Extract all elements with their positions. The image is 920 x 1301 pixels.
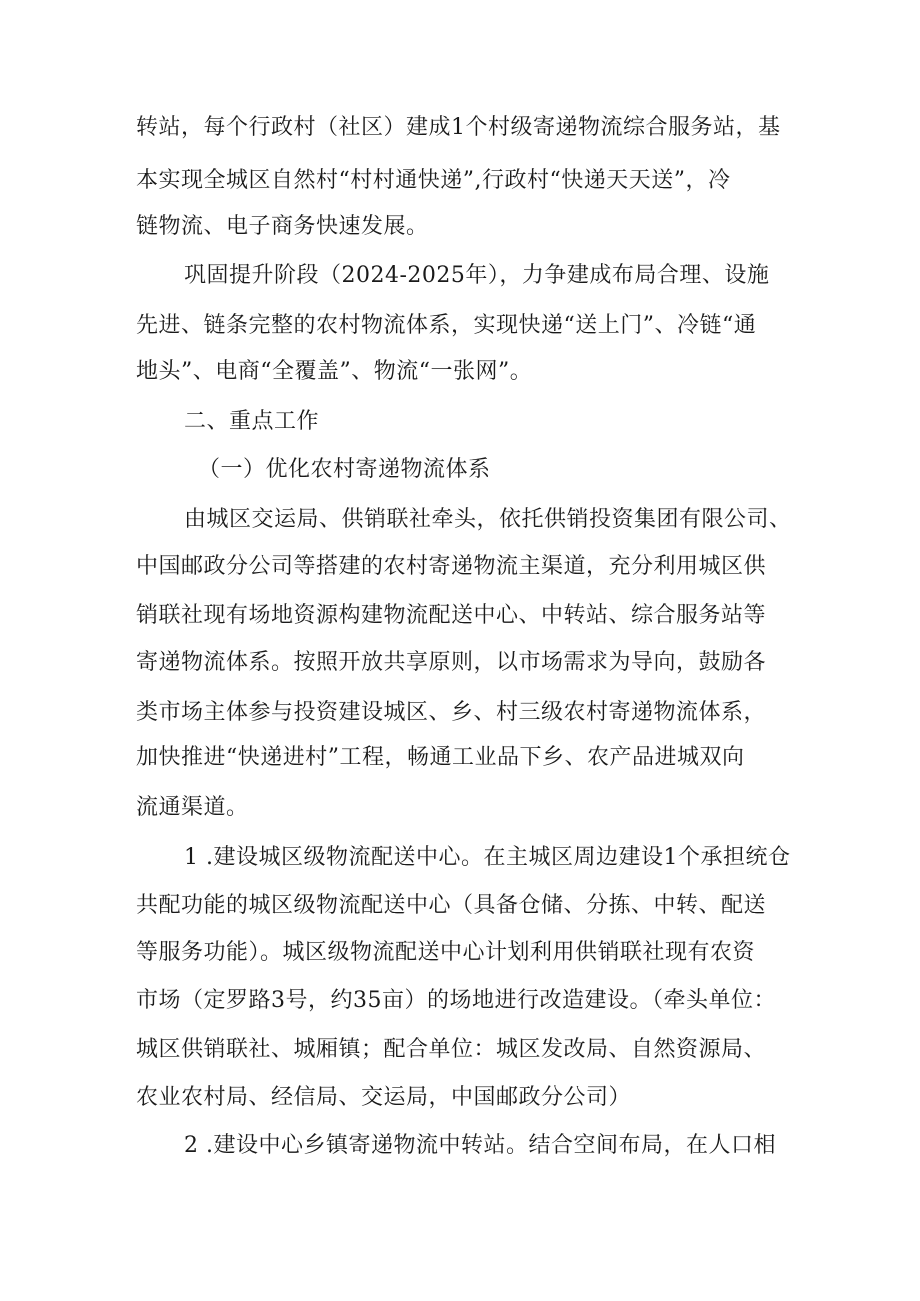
paragraph-line: 流通渠道。 [136, 795, 249, 820]
paragraph-line: 先进、链条完整的农村物流体系，实现快递“送上门”、冷链“通 [136, 313, 757, 338]
paragraph-line: 市场（定罗路3号，约35亩）的场地进行改造建设。（牵头单位： [136, 988, 776, 1013]
paragraph-line: 农业农村局、经信局、交运局，中国邮政分公司） [136, 1085, 632, 1110]
paragraph-line: 类市场主体参与投资建设城区、乡、村三级农村寄递物流体系， [136, 700, 767, 725]
paragraph-line: 等服务功能）。城区级物流配送中心计划利用供销联社现有农资 [136, 940, 756, 965]
paragraph-line: 转站，每个行政村（社区）建成1个村级寄递物流综合服务站，基 [136, 115, 781, 140]
paragraph-line: 链物流、电子商务快速发展。 [136, 214, 429, 239]
paragraph-line: 加快推进“快递进村”工程，畅通工业品下乡、农产品进城双向 [136, 745, 745, 770]
paragraph-line: 寄递物流体系。按照开放共享原则，以市场需求为导向，鼓励各 [136, 650, 767, 675]
section-heading: 二、重点工作 [184, 409, 320, 434]
paragraph-line: 1 .建设城区级物流配送中心。在主城区周边建设1个承担统仓 [184, 845, 791, 870]
paragraph-line: 由城区交运局、供销联社牵头，依托供销投资集团有限公司、 [184, 507, 792, 532]
paragraph-line: 城区供销联社、城厢镇；配合单位：城区发改局、自然资源局、 [136, 1037, 767, 1062]
paragraph-line: 中国邮政分公司等搭建的农村寄递物流主渠道，充分利用城区供 [136, 554, 767, 579]
paragraph-line: 2 .建设中心乡镇寄递物流中转站。结合空间布局，在人口相 [184, 1133, 776, 1158]
subsection-heading: （一）优化农村寄递物流体系 [198, 457, 491, 482]
paragraph-line: 巩固提升阶段（2024-2025年），力争建成布局合理、设施 [184, 263, 770, 288]
paragraph-line: 地头”、电商“全覆盖”、物流“一张网”。 [136, 359, 533, 384]
paragraph-line: 本实现全城区自然村“村村通快递”,行政村“快递天天送”，冷 [136, 168, 731, 193]
paragraph-line: 销联社现有场地资源构建物流配送中心、中转站、综合服务站等 [136, 603, 767, 628]
paragraph-line: 共配功能的城区级物流配送中心（具备仓储、分拣、中转、配送 [136, 893, 767, 918]
